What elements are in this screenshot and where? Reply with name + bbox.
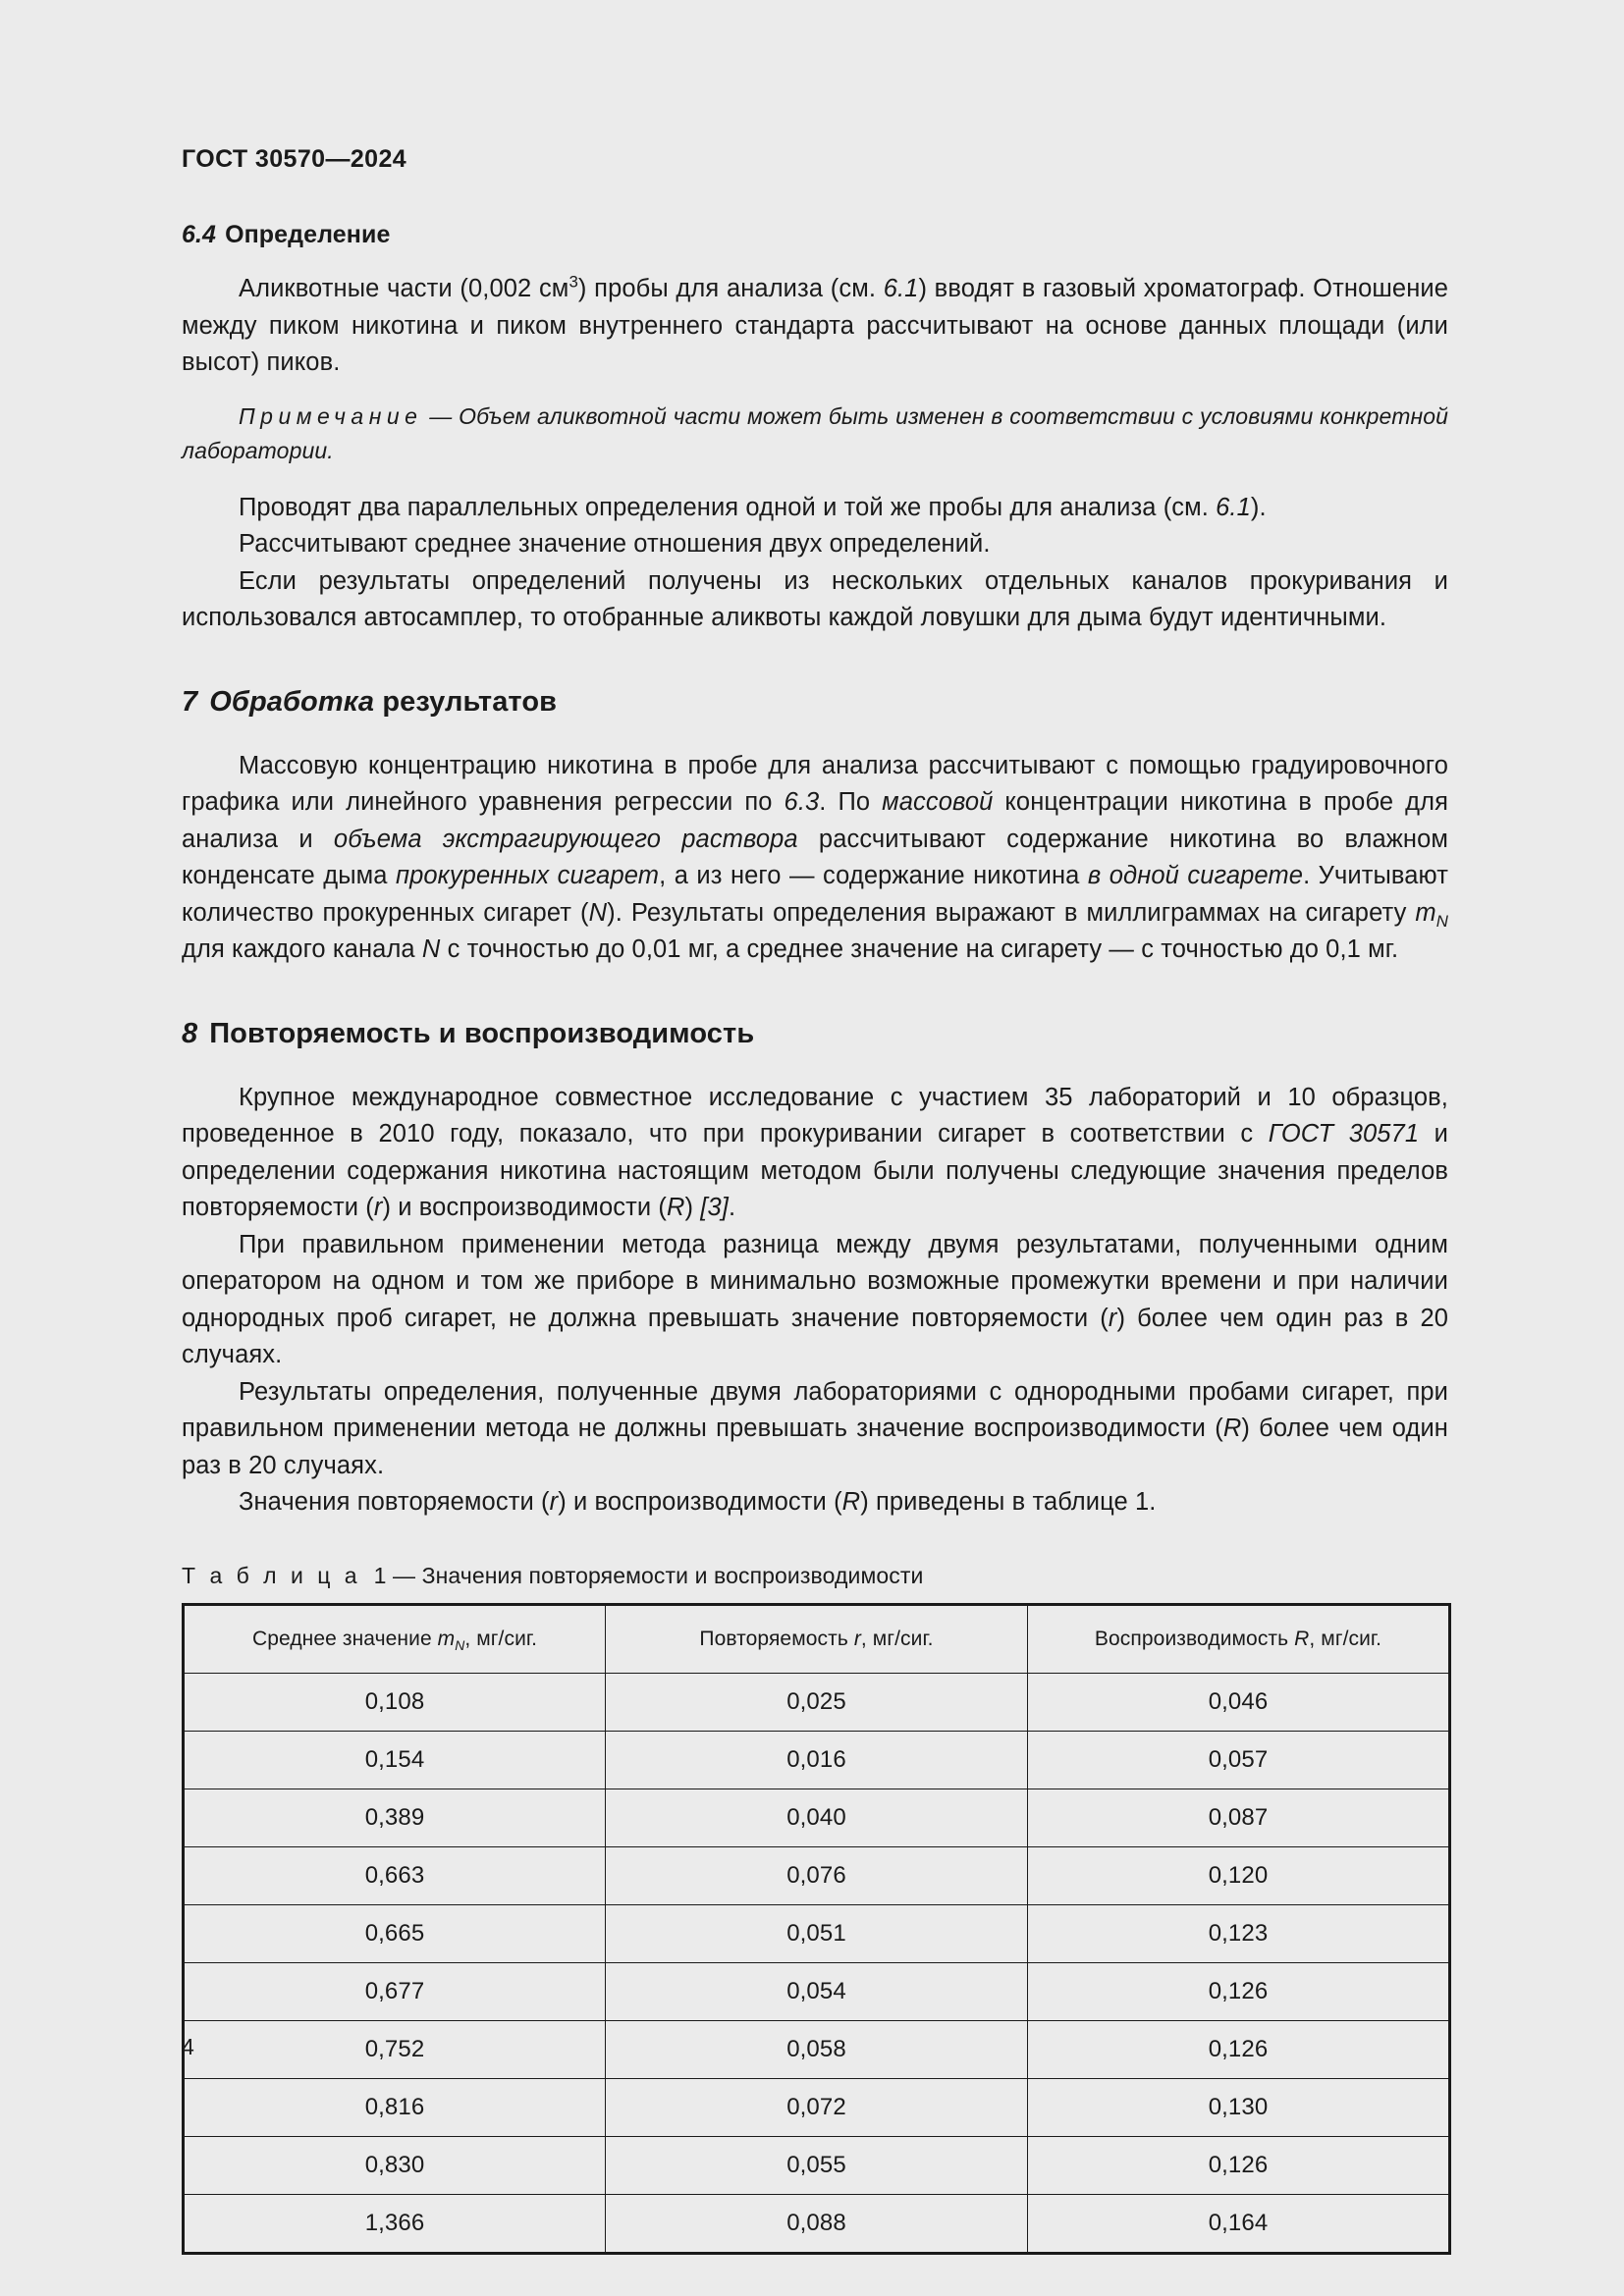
table-cell: 0,076 <box>606 1846 1028 1904</box>
text-fragment: и определении содержания никотина настоящим методом были получены следующие значения пределов повторяемости ( <box>182 1120 1448 1221</box>
table-cell: 0,058 <box>606 2020 1028 2078</box>
table-row <box>184 2020 1450 2078</box>
table-row <box>184 1731 1450 1789</box>
symbol-r: r <box>549 1488 559 1516</box>
text-fragment: для каждого канала <box>182 935 422 963</box>
symbol-m: m <box>1415 898 1436 927</box>
header-units: , мг/сиг. <box>464 1627 538 1650</box>
table-cell: 0,126 <box>1028 2136 1450 2194</box>
table-cell: 0,057 <box>1028 1731 1450 1789</box>
header-symbol: R <box>1294 1627 1310 1650</box>
symbol-R: R <box>666 1194 685 1221</box>
header-symbol: r <box>853 1627 861 1650</box>
table-cell: 0,051 <box>606 1904 1028 1962</box>
paragraph-8-3 <box>182 1374 1448 1485</box>
text-fragment: , а из него — содержание никотина <box>659 862 1088 889</box>
table-cell: 0,054 <box>606 1962 1028 2020</box>
table-cell: 0,088 <box>606 2194 1028 2253</box>
running-header: ГОСТ 30570—2024 <box>182 145 407 173</box>
table-header-row <box>184 1604 1450 1673</box>
note-text: Объем аликвотной части может быть изменен в соответствии с условиями конкретной лаборатории. <box>182 402 1448 463</box>
repeatability-table <box>182 1603 1451 2255</box>
text-fragment: При правильном применении метода разница между двумя результатами, полученными одним оператором на одном и том же приборе в минимально возможные промежутки времени и при наличии однородных проб сигарет, не должна превышать значение повторяемости ( <box>182 1230 1448 1332</box>
paragraph-6-4-4: Если результаты определений получены из нескольких отдельных каналов прокуривания и использовался автосамплер, то отобранные аликвоты каждой ловушки для дыма будут идентичными. <box>182 566 1448 631</box>
table-row <box>184 2078 1450 2136</box>
table-cell: 0,389 <box>184 1789 606 1846</box>
italic-term: в одной сигарете <box>1087 862 1304 889</box>
text-fragment: . По <box>819 788 883 816</box>
symbol-r: r <box>373 1194 383 1221</box>
table-cell: 0,108 <box>184 1673 606 1731</box>
heading-7-number: 7 <box>182 685 198 718</box>
table-cell: 0,025 <box>606 1673 1028 1731</box>
table-cell: 0,055 <box>606 2136 1028 2194</box>
header-symbol: m <box>437 1627 456 1650</box>
text-fragment: Аликвотные части (0,002 см <box>239 275 569 302</box>
page-content <box>182 221 1448 2255</box>
bibliography-ref: [3] <box>700 1194 729 1221</box>
text-fragment: ). <box>1250 493 1267 521</box>
table-row <box>184 1962 1450 2020</box>
table-cell: 0,040 <box>606 1789 1028 1846</box>
table-cell: 0,016 <box>606 1731 1028 1789</box>
heading-6-4 <box>182 221 1448 249</box>
table-cell: 0,665 <box>184 1904 606 1962</box>
symbol-N: N <box>421 935 441 963</box>
text-fragment: с точностью до 0,01 мг, а среднее значение на сигарету — с точностью до 0,1 мг. <box>440 935 1399 963</box>
header-symbol-subscript: N <box>455 1636 465 1653</box>
text-fragment: ) более чем один раз в 20 случаях. <box>182 1304 1449 1368</box>
table-caption-number: 1 <box>373 1562 387 1588</box>
table-cell: 0,126 <box>1028 2020 1450 2078</box>
superscript-3: 3 <box>568 272 578 292</box>
table-row <box>184 1789 1450 1846</box>
italic-term: объема экстрагирующего раствора <box>333 825 798 853</box>
header-units: , мг/сиг. <box>1309 1627 1382 1650</box>
page-number: 4 <box>182 2034 194 2059</box>
table-cell: 0,126 <box>1028 1962 1450 2020</box>
paragraph-7-1 <box>182 748 1448 969</box>
paragraph-8-4 <box>182 1484 1448 1522</box>
table-cell: 0,816 <box>184 2078 606 2136</box>
paragraph-8-1 <box>182 1080 1448 1227</box>
table-cell: 0,087 <box>1028 1789 1450 1846</box>
heading-8-number: 8 <box>182 1017 198 1049</box>
text-fragment: Крупное международное совместное исследование с участием 35 лабораторий и 10 образцов, проведенное в 2010 году, показало, что при прокуривании сигарет в соответствии с <box>182 1083 1448 1148</box>
table-head <box>184 1604 1450 1673</box>
table-caption-label: Т а б л и ц а <box>182 1562 361 1588</box>
table-caption-dash: — <box>386 1562 422 1588</box>
table-row <box>184 1673 1450 1731</box>
table-cell: 0,164 <box>1028 2194 1450 2253</box>
symbol-m-subscript: N <box>1435 911 1448 931</box>
symbol-R: R <box>841 1488 861 1516</box>
note-dash: — <box>422 402 460 429</box>
text-fragment: Массовую концентрацию никотина в пробе для анализа рассчитывают с помощью градуировочного графика или линейного уравнения регрессии по <box>182 751 1448 816</box>
text-fragment: ) более чем один раз в 20 случаях. <box>182 1415 1448 1479</box>
table-cell: 0,072 <box>606 2078 1028 2136</box>
text-fragment: Значения повторяемости ( <box>239 1488 550 1516</box>
heading-7-title-rest: результатов <box>382 685 558 718</box>
text-fragment: ) <box>684 1194 701 1221</box>
paragraph-6-4-2 <box>182 490 1448 527</box>
italic-term: прокуренных сигарет <box>395 862 660 889</box>
text-fragment: ) вводят в газовый хроматограф. Отношение между пиком никотина и пиком внутреннего стандарта рассчитывают на основе данных площади (или высот) пиков. <box>182 275 1449 376</box>
symbol-R: R <box>1222 1415 1242 1442</box>
table-body <box>184 1673 1450 2253</box>
table-caption-title: Значения повторяемости и воспроизводимости <box>421 1562 924 1588</box>
cross-ref-6-3: 6.3 <box>784 788 820 816</box>
note-label: Примечание <box>239 402 423 429</box>
header-text: Повторяемость <box>699 1627 854 1650</box>
heading-6-4-number: 6.4 <box>182 221 217 248</box>
ref-gost-30571: ГОСТ 30571 <box>1268 1120 1420 1148</box>
note-6-4 <box>182 400 1448 468</box>
header-units: , мг/сиг. <box>860 1627 934 1650</box>
table-caption <box>182 1563 1448 1589</box>
heading-6-4-title: Определение <box>225 221 391 248</box>
table-row <box>184 2194 1450 2253</box>
table-cell: 0,663 <box>184 1846 606 1904</box>
table-cell: 0,120 <box>1028 1846 1450 1904</box>
paragraph-6-4-1 <box>182 271 1448 382</box>
cross-ref-6-1: 6.1 <box>1216 493 1251 521</box>
table-cell: 0,123 <box>1028 1904 1450 1962</box>
text-fragment: ) и воспроизводимости ( <box>382 1194 667 1221</box>
column-header-reproducibility <box>1028 1604 1450 1673</box>
symbol-r: r <box>1108 1304 1117 1332</box>
italic-term: массовой <box>882 788 994 816</box>
text-fragment: ) и воспроизводимости ( <box>558 1488 842 1516</box>
heading-8 <box>182 1018 1448 1050</box>
header-text: Воспроизводимость <box>1094 1627 1295 1650</box>
text-fragment: ) приведены в таблице 1. <box>860 1488 1157 1516</box>
table-cell: 0,752 <box>184 2020 606 2078</box>
heading-8-title: Повторяемость и воспроизводимость <box>209 1017 755 1049</box>
text-fragment: . <box>728 1194 736 1221</box>
table-cell: 0,677 <box>184 1962 606 2020</box>
table-cell: 0,046 <box>1028 1673 1450 1731</box>
symbol-N: N <box>588 898 608 927</box>
column-header-mean <box>184 1604 606 1673</box>
text-fragment: ). Результаты определения выражают в миллиграммах на сигарету <box>607 898 1416 927</box>
text-fragment: концентрации никотина в пробе для анализа и <box>182 788 1448 853</box>
text-fragment: . Учитывают количество прокуренных сигарет ( <box>182 862 1448 927</box>
text-fragment: Проводят два параллельных определения одной и той же пробы для анализа (см. <box>239 493 1217 521</box>
table-row <box>184 1846 1450 1904</box>
paragraph-8-2 <box>182 1227 1448 1374</box>
table-cell: 0,130 <box>1028 2078 1450 2136</box>
heading-7-title-italic: Обработка <box>209 685 375 718</box>
table-cell: 0,154 <box>184 1731 606 1789</box>
text-fragment: рассчитывают содержание никотина во влажном конденсате дыма <box>182 825 1449 889</box>
table-cell: 1,366 <box>184 2194 606 2253</box>
heading-7 <box>182 686 1448 719</box>
column-header-repeatability <box>606 1604 1028 1673</box>
table-row <box>184 1904 1450 1962</box>
text-fragment: Результаты определения, полученные двумя лабораториями с однородными пробами сигарет, при правильном применении метода не должны превышать значение воспроизводимости ( <box>182 1377 1448 1442</box>
table-row <box>184 2136 1450 2194</box>
cross-ref-6-1: 6.1 <box>883 275 919 302</box>
table-cell: 0,830 <box>184 2136 606 2194</box>
header-text: Среднее значение <box>251 1627 438 1650</box>
text-fragment: ) пробы для анализа (см. <box>577 275 884 302</box>
paragraph-6-4-3: Рассчитывают среднее значение отношения двух определений. <box>239 530 991 558</box>
